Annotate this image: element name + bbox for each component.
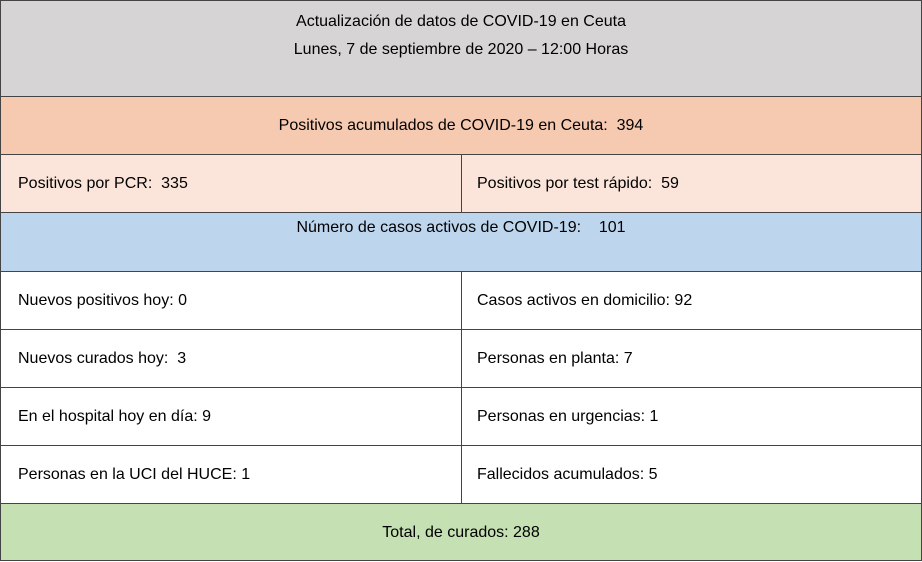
in-hospital-today: En el hospital hoy en día: 9	[1, 388, 462, 445]
icu-huce: Personas en la UCI del HUCE: 1	[1, 446, 462, 503]
accumulated-deaths: Fallecidos acumulados: 5	[477, 465, 658, 483]
active-cases: Número de casos activos de COVID-19: 101	[296, 219, 626, 236]
new-recovered-today: Nuevos curados hoy: 3	[1, 330, 462, 387]
report-title: Actualización de datos de COVID-19 en Ceuta	[296, 13, 626, 30]
total-recovered: Total, de curados: 288	[0, 503, 922, 561]
report-header	[0, 0, 922, 96]
report-date: Lunes, 7 de septiembre de 2020 – 12:00 Horas	[293, 41, 629, 58]
people-in-ward: Personas en planta: 7	[477, 349, 633, 367]
table-row	[0, 271, 922, 329]
table-row	[0, 329, 922, 387]
active-cases-row	[0, 212, 922, 271]
people-in-emergency: Personas en urgencias: 1	[477, 407, 659, 425]
table-row	[0, 445, 922, 503]
new-positives-today: Nuevos positivos hoy: 0	[1, 272, 462, 329]
rapid-test-positives: Positivos por test rápido: 59	[477, 174, 679, 192]
pcr-positives: Positivos por PCR: 335	[1, 155, 462, 212]
table-row	[0, 387, 922, 445]
accumulated-positives: Positivos acumulados de COVID-19 en Ceuta: 394	[0, 96, 922, 154]
tests-row	[0, 154, 922, 212]
active-at-home: Casos activos en domicilio: 92	[477, 291, 693, 309]
